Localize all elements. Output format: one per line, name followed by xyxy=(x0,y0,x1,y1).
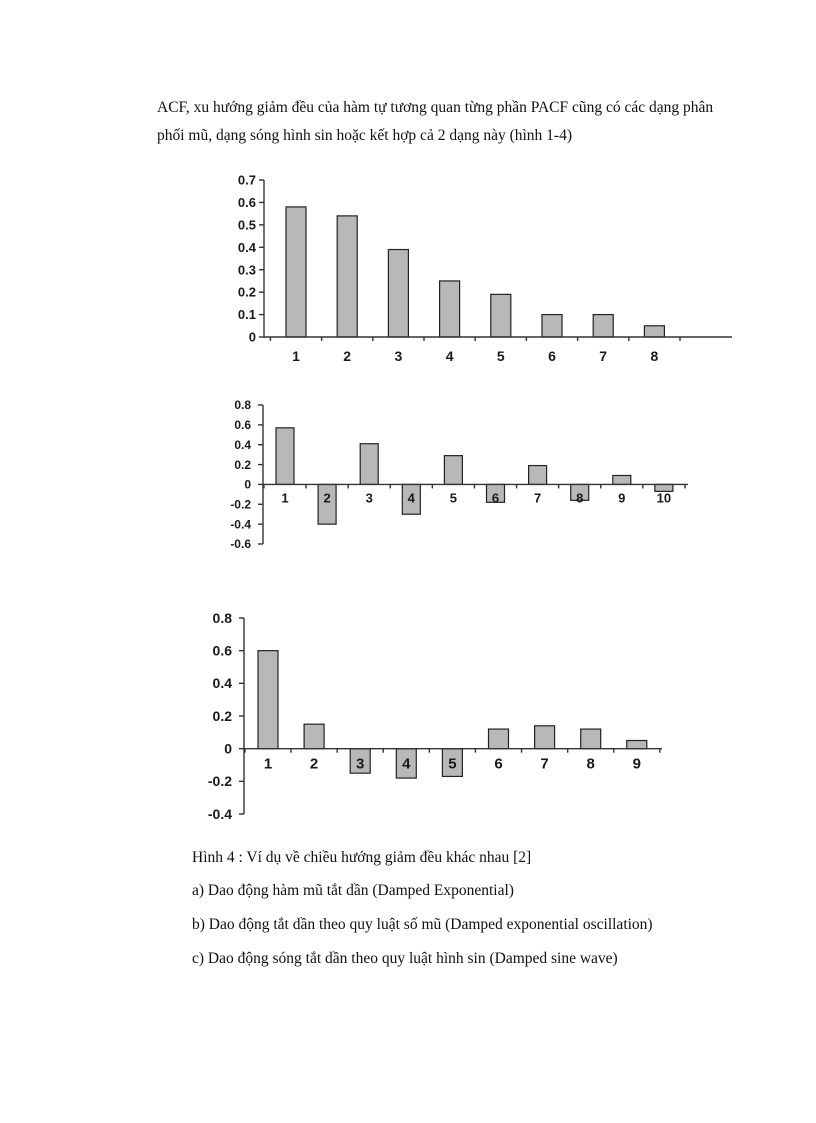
x-tick-label: 8 xyxy=(586,755,595,773)
y-tick-label: 0.2 xyxy=(237,284,256,300)
chart-a-svg xyxy=(220,170,740,380)
y-tick-label: 0.2 xyxy=(234,457,251,472)
x-tick-label: 6 xyxy=(491,490,500,506)
x-tick-label: 9 xyxy=(632,755,641,773)
y-tick-label: 0.4 xyxy=(237,239,256,255)
x-tick-label: 2 xyxy=(343,348,352,364)
y-tick-label: -0.6 xyxy=(230,537,251,552)
x-tick-label: 2 xyxy=(323,490,331,506)
bar xyxy=(304,724,324,748)
x-tick-label: 4 xyxy=(407,490,415,506)
x-tick-label: 1 xyxy=(281,490,289,506)
bar xyxy=(613,475,631,484)
x-tick-label: 5 xyxy=(449,490,458,506)
chart-b-svg xyxy=(215,396,695,556)
bar xyxy=(491,294,511,337)
bar xyxy=(276,428,294,485)
y-tick-label: 0.3 xyxy=(237,262,256,278)
caption-item-c: c) Dao động sóng tắt dần theo quy luật hình sin (Damped sine wave) xyxy=(192,950,618,967)
caption-item-b: b) Dao động tắt dần theo quy luật số mũ (Damped exponential oscillation) xyxy=(192,916,653,933)
x-tick-label: 8 xyxy=(576,490,584,506)
figure-caption: Hình 4 : Ví dụ về chiều hướng giảm đều khác nhau [2] xyxy=(192,849,532,866)
x-tick-label: 1 xyxy=(263,755,273,773)
bar xyxy=(360,444,378,485)
bar xyxy=(542,315,562,337)
bar xyxy=(627,741,647,749)
x-tick-label: 1 xyxy=(292,348,300,364)
bar xyxy=(337,216,357,337)
y-tick-label: 0 xyxy=(248,329,256,345)
chart-damped-exponential xyxy=(220,170,740,380)
x-tick-label: 6 xyxy=(494,755,503,773)
y-tick-label: -0.2 xyxy=(230,497,251,512)
bar xyxy=(644,326,664,337)
y-tick-label: 0.7 xyxy=(237,172,256,188)
y-tick-label: 0.1 xyxy=(237,307,256,323)
bar xyxy=(440,281,460,337)
x-tick-label: 4 xyxy=(402,755,411,773)
y-tick-label: 0.4 xyxy=(234,437,251,452)
y-tick-label: 0.5 xyxy=(237,217,256,233)
y-tick-label: 0.6 xyxy=(237,194,256,210)
y-tick-label: 0.8 xyxy=(234,398,251,413)
y-tick-label: 0.8 xyxy=(212,609,232,626)
y-tick-label: -0.4 xyxy=(230,517,251,532)
y-tick-label: 0 xyxy=(224,740,232,757)
x-tick-label: 3 xyxy=(356,755,365,773)
x-tick-label: 6 xyxy=(548,348,556,364)
x-tick-label: 3 xyxy=(394,348,403,364)
y-tick-label: -0.4 xyxy=(207,805,232,822)
bar xyxy=(258,651,278,749)
bar xyxy=(489,729,509,749)
intro-paragraph: ACF, xu hướng giảm đều của hàm tự tương quan từng phần PACF cũng có các dạng phân phối mũ, dạng sóng hình sin hoặc kết hợp cả 2 dạng này (hình 1-4) xyxy=(157,99,714,144)
bar xyxy=(388,250,408,337)
x-tick-label: 10 xyxy=(656,490,672,506)
caption-item-a: a) Dao động hàm mũ tắt dần (Damped Exponential) xyxy=(192,882,514,899)
x-tick-label: 5 xyxy=(496,348,505,364)
chart-c-svg xyxy=(196,608,676,830)
x-tick-label: 9 xyxy=(618,490,626,506)
x-tick-label: 2 xyxy=(309,755,319,773)
x-tick-label: 7 xyxy=(540,755,549,773)
chart-damped-exponential-oscillation xyxy=(215,396,695,556)
x-tick-label: 7 xyxy=(533,490,542,506)
y-tick-label: 0 xyxy=(244,477,251,492)
bar xyxy=(529,466,547,485)
y-tick-label: -0.2 xyxy=(207,773,232,790)
chart-damped-sine-wave xyxy=(196,608,676,830)
y-tick-label: 0.6 xyxy=(212,642,232,659)
y-tick-label: 0.4 xyxy=(212,675,232,692)
x-tick-label: 3 xyxy=(365,490,373,506)
bar xyxy=(286,207,306,337)
bar xyxy=(535,726,555,749)
x-tick-label: 4 xyxy=(445,348,454,364)
bar xyxy=(593,315,613,337)
y-tick-label: 0.6 xyxy=(234,418,251,433)
x-tick-label: 5 xyxy=(448,755,457,773)
y-tick-label: 0.2 xyxy=(212,707,232,724)
bar xyxy=(444,456,462,485)
bar xyxy=(581,729,601,749)
x-tick-label: 7 xyxy=(599,348,608,364)
x-tick-label: 8 xyxy=(650,348,659,364)
